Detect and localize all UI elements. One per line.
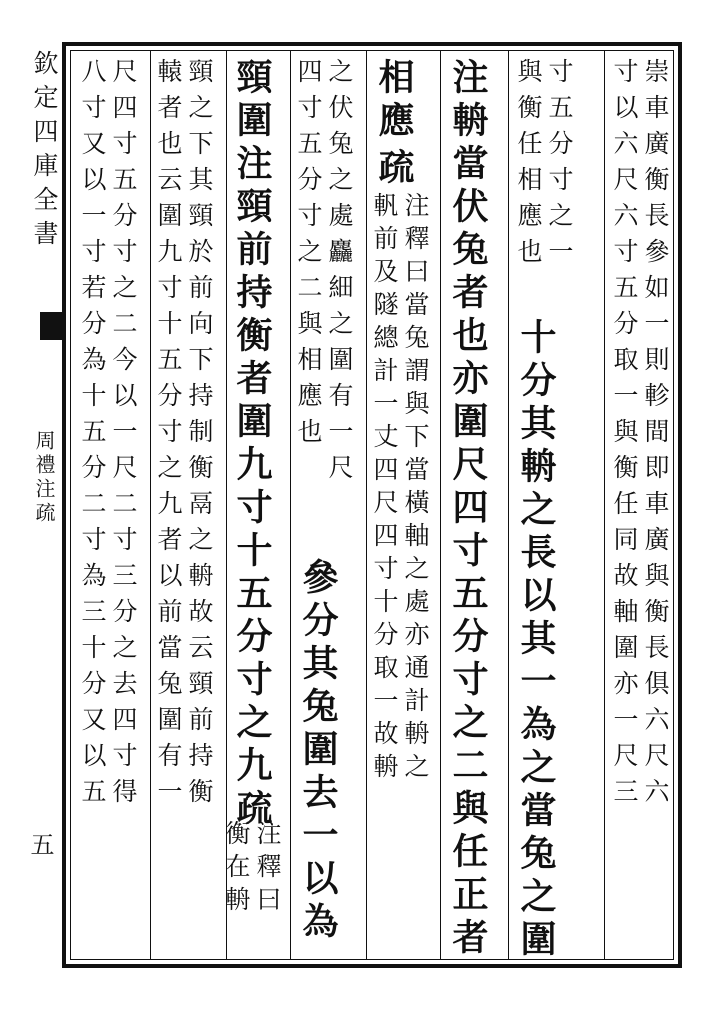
column-left: 與衡任相應也 xyxy=(514,58,543,274)
main-text-column: 參分其兔圍去一以為 xyxy=(297,558,339,945)
page-number: 五 xyxy=(26,832,54,862)
margin-black-mark xyxy=(40,312,62,340)
text-column-pair xyxy=(224,820,280,919)
column-right: 注釋曰當兔謂與下當橫軸之處亦通計輈之 xyxy=(401,192,430,786)
column-rule xyxy=(604,50,605,960)
column-left: 衡在輈 xyxy=(222,820,251,919)
column-rule xyxy=(440,50,441,960)
text-column-pair xyxy=(80,58,136,814)
column-left: 四寸五分寸之二與相應也 xyxy=(294,58,323,454)
column-right: 尺四寸五分寸之二今以一尺二寸三分之去四寸得 xyxy=(109,58,138,814)
column-right: 崇車廣衡長參如一則軫間即車廣與衡長俱六尺六 xyxy=(641,58,670,814)
column-right: 之伏兔之處麤細之圍有一尺 xyxy=(325,58,354,490)
column-rule xyxy=(290,50,291,960)
column-right: 寸五分寸之一 xyxy=(545,58,574,274)
section-title: 周禮注疏 xyxy=(32,430,56,526)
column-right: 頸之下其頸於前向下持制衡鬲之輈故云頸前持衡 xyxy=(185,58,214,814)
main-text-column: 相應 xyxy=(373,58,415,144)
column-left: 轅者也云圍九寸十五分寸之九者以前當兔圍有一 xyxy=(154,58,183,814)
column-rule xyxy=(366,50,367,960)
text-column-pair xyxy=(372,192,428,786)
margin-strip xyxy=(18,42,60,968)
main-text-column: 頸圍注頸前持衡者圍九寸十五分寸之九疏 xyxy=(231,58,273,832)
column-left: 八寸又以一寸若分為十五分二寸為三十分又以五 xyxy=(78,58,107,814)
column-rule xyxy=(508,50,509,960)
text-column-pair xyxy=(612,58,668,814)
main-text-column: 十分其輈之長以其一為之當兔之圍 xyxy=(515,318,557,963)
main-text-column: 注輈當伏兔者也亦圍尺四寸五分寸之二與任正者 xyxy=(447,58,489,961)
main-text-column: 疏 xyxy=(373,148,415,191)
text-column-pair xyxy=(156,58,212,814)
text-column-pair xyxy=(296,58,352,490)
column-rule xyxy=(150,50,151,960)
text-column-pair xyxy=(516,58,572,274)
column-left: 寸以六尺六寸五分取一與衡任同故軸圍亦一尺三 xyxy=(610,58,639,814)
column-right: 注釋曰 xyxy=(253,820,282,919)
column-left: 軓前及隧總計一丈四尺四寸十分取一故輈 xyxy=(370,192,399,786)
book-title: 欽定四庫全書 xyxy=(30,50,59,254)
